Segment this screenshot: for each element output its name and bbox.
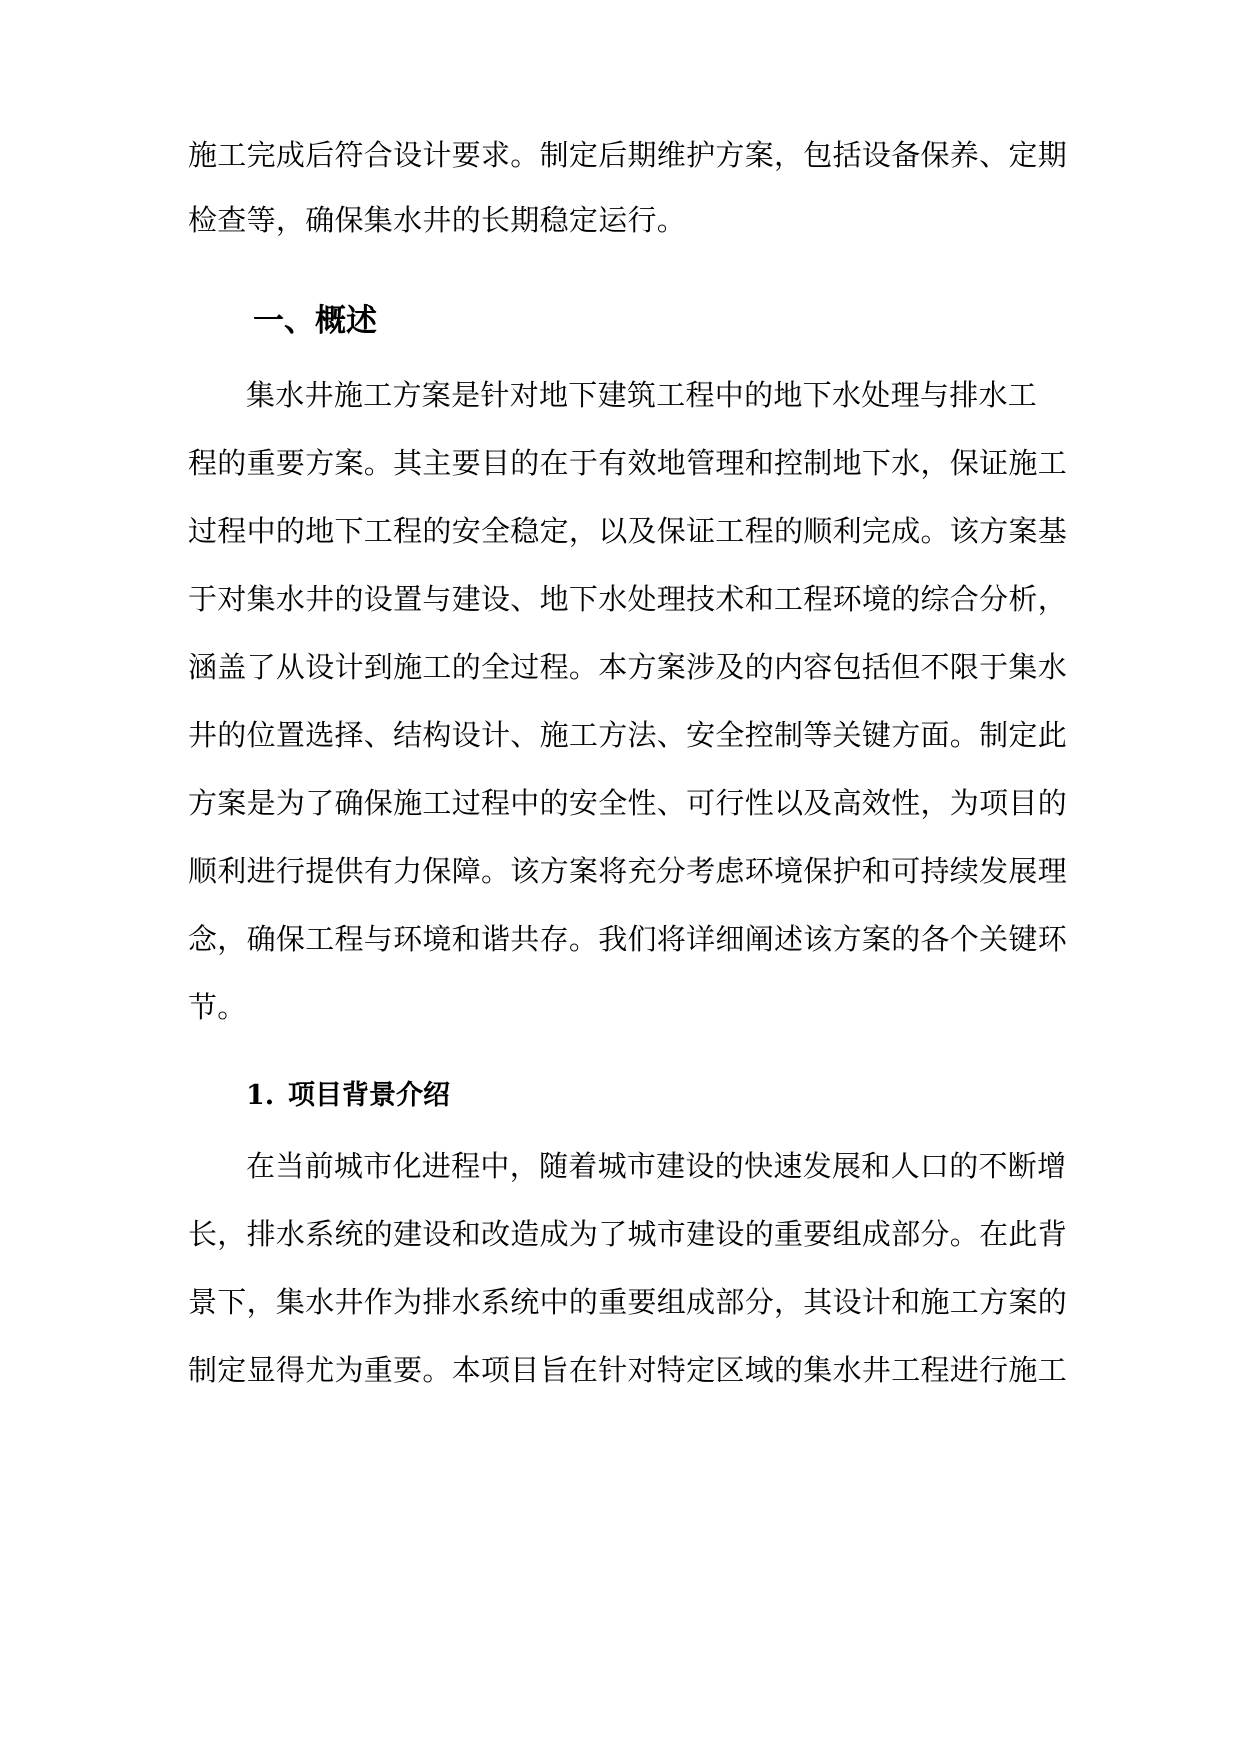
text-line: 在当前城市化进程中，随着城市建设的快速发展和人口的不断增 (246, 1149, 1067, 1183)
text-line: 念，确保工程与环境和谐共存。我们将详细阐述该方案的各个关键环 (188, 922, 1068, 956)
text-line: 程的重要方案。其主要目的在于有效地管理和控制地下水，保证施工 (188, 446, 1068, 480)
text-line: 方案是为了确保施工过程中的安全性、可行性以及高效性，为项目的 (188, 786, 1068, 820)
text-line: 涵盖了从设计到施工的全过程。本方案涉及的内容包括但不限于集水 (188, 650, 1068, 684)
text-line: 景下，集水井作为排水系统中的重要组成部分，其设计和施工方案的 (188, 1285, 1068, 1319)
section-heading: 一、概述 (253, 303, 377, 339)
text-line: 于对集水井的设置与建设、地下水处理技术和工程环境的综合分析， (188, 582, 1068, 616)
text-line: 长，排水系统的建设和改造成为了城市建设的重要组成部分。在此背 (188, 1217, 1068, 1251)
text-line: 检查等，确保集水井的长期稳定运行。 (188, 203, 687, 237)
text-line: 施工完成后符合设计要求。制定后期维护方案，包括设备保养、定期 (188, 138, 1068, 172)
text-line: 顺利进行提供有力保障。该方案将充分考虑环境保护和可持续发展理 (188, 854, 1068, 888)
subsection-title: 项目背景介绍 (288, 1080, 450, 1111)
text-line: 过程中的地下工程的安全稳定，以及保证工程的顺利完成。该方案基 (188, 514, 1068, 548)
text-line: 集水井施工方案是针对地下建筑工程中的地下水处理与排水工 (246, 378, 1038, 412)
text-line: 制定显得尤为重要。本项目旨在针对特定区域的集水井工程进行施工 (188, 1353, 1068, 1387)
subsection-number: 1. (246, 1080, 275, 1111)
text-line: 节。 (188, 990, 247, 1024)
text-line: 井的位置选择、结构设计、施工方法、安全控制等关键方面。制定此 (188, 718, 1068, 752)
subsection-heading (246, 1079, 450, 1113)
